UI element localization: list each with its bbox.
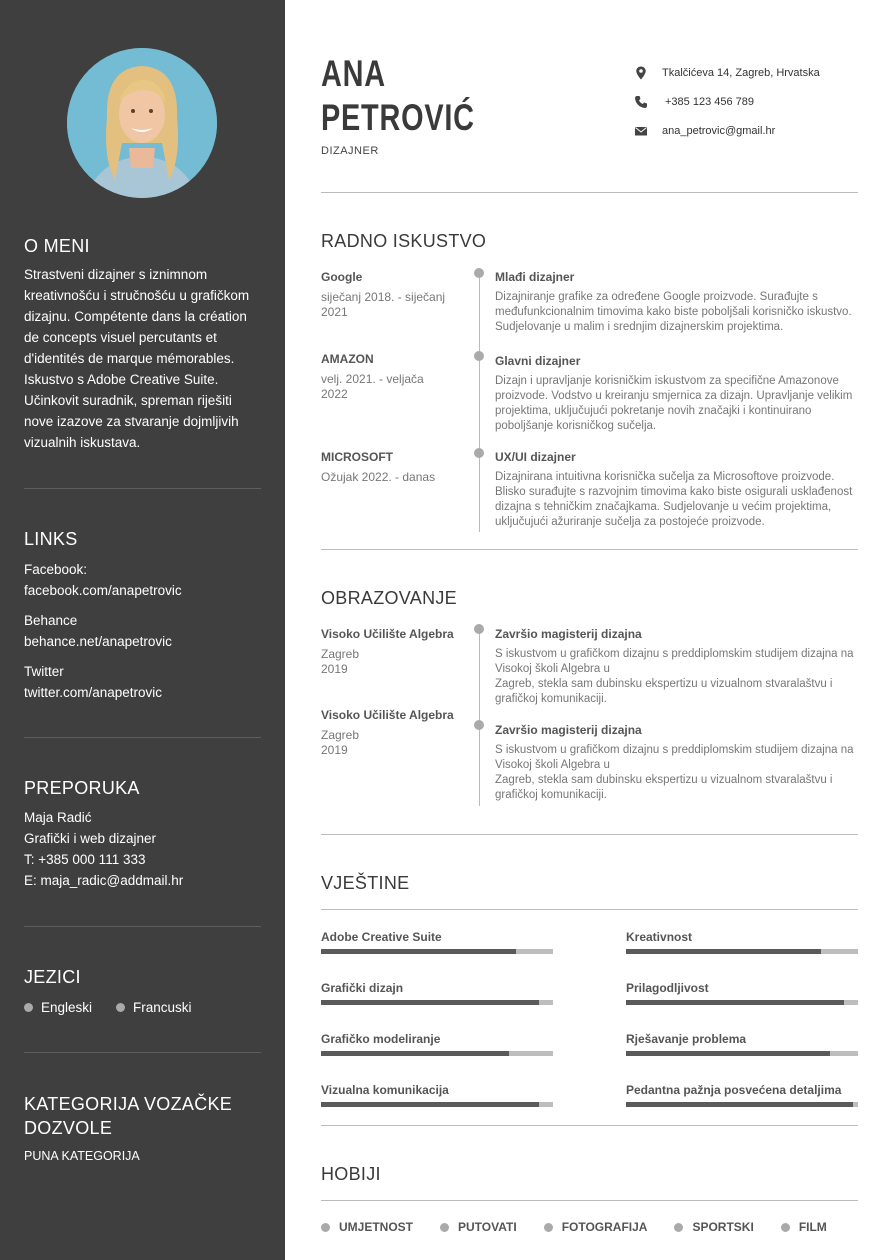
hobby-item bbox=[544, 1220, 648, 1234]
link-url[interactable]: facebook.com/anapetrovic bbox=[24, 583, 182, 598]
job-description: Dizajniranje grafike za određene Google proizvode. Surađujte s međufunkcionalnim timovima kako biste poboljšali korisničko iskustvo. Sudjelovanje u malim i srednjim dizajnerskim projektima. bbox=[495, 291, 852, 333]
profile-photo bbox=[67, 48, 217, 198]
divider bbox=[24, 926, 261, 927]
school-year: 2019 bbox=[321, 662, 348, 676]
experience-company bbox=[321, 450, 461, 485]
hobby-item bbox=[781, 1220, 827, 1234]
skill-bar bbox=[626, 1000, 858, 1005]
skill-item bbox=[626, 930, 858, 954]
company-name: Google bbox=[321, 270, 363, 284]
company-date: siječanj 2018. - siječanj bbox=[321, 290, 446, 304]
timeline-dot bbox=[474, 268, 484, 278]
timeline-dot bbox=[474, 720, 484, 730]
experience-job bbox=[495, 270, 855, 335]
bullet-icon bbox=[544, 1223, 553, 1232]
hobby-item bbox=[321, 1220, 413, 1234]
bullet-icon bbox=[781, 1223, 790, 1232]
phone-icon bbox=[634, 95, 648, 109]
skill-bar bbox=[626, 949, 858, 954]
divider bbox=[24, 488, 261, 489]
hobby-label: UMJETNOST bbox=[339, 1220, 414, 1234]
skill-bar bbox=[321, 949, 553, 954]
link-url[interactable]: behance.net/anapetrovic bbox=[24, 634, 172, 649]
job-description: Dizajn i upravljanje korisničkim iskustvom za specifične Amazonove proizvode. Vodstvo u kreiranju smjernica za dizajn. Upravljanje velikim projektima, uključujući pokretanje novih značajki i kontinuirano poboljšanje korisničkog sučelja. bbox=[495, 375, 853, 432]
bullet-icon bbox=[440, 1223, 449, 1232]
skill-item bbox=[321, 930, 553, 954]
bullet-icon bbox=[321, 1223, 330, 1232]
experience-title: RADNO ISKUSTVO bbox=[321, 231, 487, 251]
education-degree bbox=[495, 723, 855, 803]
school-city: Zagreb bbox=[321, 647, 360, 661]
hobby-label: FOTOGRAFIJA bbox=[561, 1220, 648, 1234]
skill-name: Grafičko modeliranje bbox=[321, 1032, 441, 1046]
license-value: PUNA KATEGORIJA bbox=[24, 1149, 140, 1163]
contact-phone bbox=[634, 95, 754, 109]
link-behance[interactable] bbox=[24, 610, 261, 652]
language-item: Francuski bbox=[133, 1000, 192, 1015]
skill-level-fill bbox=[626, 1102, 853, 1107]
timeline-dot bbox=[474, 624, 484, 634]
skill-bar bbox=[321, 1051, 553, 1056]
skill-level-fill bbox=[626, 949, 821, 954]
school-name: Visoko Učilište Algebra bbox=[321, 708, 454, 722]
divider bbox=[321, 1125, 858, 1126]
bullet-icon bbox=[116, 1003, 125, 1012]
about-title: O MENI bbox=[24, 236, 90, 256]
timeline-dot bbox=[474, 351, 484, 361]
hobby-item bbox=[440, 1220, 517, 1234]
school-year: 2019 bbox=[321, 743, 348, 757]
language-item: Engleski bbox=[41, 1000, 93, 1015]
hobby-label: SPORTSKI bbox=[692, 1220, 754, 1234]
skill-item bbox=[321, 1083, 553, 1107]
divider bbox=[321, 909, 858, 910]
skill-item bbox=[626, 981, 858, 1005]
full-name bbox=[321, 52, 475, 140]
languages-title: JEZICI bbox=[24, 967, 81, 987]
degree-description: S iskustvom u grafičkom dizajnu s preddiplomskim studijem dizajna na Visokoj školi Algebra u bbox=[495, 744, 854, 771]
link-label: Twitter bbox=[24, 664, 64, 679]
skill-name: Grafički dizajn bbox=[321, 981, 404, 995]
address-text: Tkalčićeva 14, Zagreb, Hrvatska bbox=[662, 67, 820, 79]
job-title: Mlađi dizajner bbox=[495, 270, 575, 284]
link-label: Behance bbox=[24, 613, 78, 628]
degree-title: Završio magisterij dizajna bbox=[495, 723, 642, 737]
sidebar bbox=[0, 0, 285, 1260]
experience-company bbox=[321, 352, 461, 402]
degree-description: Zagreb, stekla sam dubinsku ekspertizu u vizualnom stvaralaštvu i grafičkoj komunikaciji. bbox=[495, 678, 833, 705]
skill-item bbox=[321, 981, 553, 1005]
about-text: Strastveni dizajner s iznimnom kreativnošću i stručnošću u grafičkom dizajnu. Compétente dans la création de concepts visuel percutants et d'identités de marque mémorables. Iskustvo s Adobe Creative Suite. Učinkovit suradnik, spreman riješiti nove izazove za stvaranje dojmljivih vizualnih iskustava. bbox=[24, 267, 250, 450]
reference-email: E: maja_radic@addmail.hr bbox=[24, 873, 184, 888]
education-school bbox=[321, 708, 461, 758]
license-title-line: KATEGORIJA VOZAČKE bbox=[24, 1094, 233, 1114]
company-name: MICROSOFT bbox=[321, 450, 393, 464]
education-title: OBRAZOVANJE bbox=[321, 588, 457, 608]
skill-level-fill bbox=[321, 949, 516, 954]
links-title: LINKS bbox=[24, 529, 78, 549]
reference-section bbox=[24, 778, 261, 891]
degree-description: Zagreb, stekla sam dubinsku ekspertizu u vizualnom stvaralaštvu i grafičkoj komunikaciji. bbox=[495, 774, 833, 801]
education-degree bbox=[495, 627, 855, 707]
skill-level-fill bbox=[321, 1000, 539, 1005]
job-description: Dizajnirana intuitivna korisnička sučelja za Microsoftove proizvode. Blisko surađujte s razvojnim timovima kako biste osigurali usklađenost dizajna s tehničkim značajkama. Sudjelovanje u većim projektima, uključujući ažuriranje sučelja za postojeće proizvode. bbox=[495, 471, 853, 528]
company-name: AMAZON bbox=[321, 352, 374, 366]
skill-level-fill bbox=[321, 1102, 539, 1107]
last-name: PETROVIĆ bbox=[321, 97, 475, 138]
experience-job bbox=[495, 450, 855, 530]
school-name: Visoko Učilište Algebra bbox=[321, 627, 454, 641]
skills-title: VJEŠTINE bbox=[321, 873, 410, 893]
skill-bar bbox=[321, 1102, 553, 1107]
skill-name: Pedantna pažnja posvećena detaljima bbox=[626, 1083, 842, 1097]
hobby-label: FILM bbox=[798, 1220, 827, 1234]
phone-text: +385 123 456 789 bbox=[665, 96, 755, 108]
education-school bbox=[321, 627, 461, 677]
about-section bbox=[24, 236, 261, 453]
skill-level-fill bbox=[626, 1000, 844, 1005]
skill-name: Kreativnost bbox=[626, 930, 693, 944]
degree-description: S iskustvom u grafičkom dizajnu s preddiplomskim studijem dizajna na Visokoj školi Algebra u bbox=[495, 648, 854, 675]
experience-company bbox=[321, 270, 461, 320]
reference-name: Maja Radić bbox=[24, 810, 92, 825]
skill-item bbox=[626, 1083, 858, 1107]
skill-bar bbox=[626, 1102, 858, 1107]
skill-level-fill bbox=[321, 1051, 509, 1056]
skill-name: Prilagodljivost bbox=[626, 981, 709, 995]
reference-position: Grafički i web dizajner bbox=[24, 831, 157, 846]
hobbies-list bbox=[321, 1220, 854, 1234]
job-title: Glavni dizajner bbox=[495, 354, 581, 368]
license-section bbox=[24, 1092, 261, 1163]
job-role: DIZAJNER bbox=[321, 145, 379, 157]
company-date: 2021 bbox=[321, 305, 348, 319]
link-label: Facebook: bbox=[24, 562, 88, 577]
portrait-image bbox=[67, 48, 217, 198]
link-facebook[interactable] bbox=[24, 559, 261, 601]
divider bbox=[24, 1052, 261, 1053]
bullet-icon bbox=[24, 1003, 33, 1012]
company-date: 2022 bbox=[321, 387, 348, 401]
email-text[interactable]: ana_petrovic@gmail.hr bbox=[662, 125, 776, 137]
contact-address bbox=[634, 66, 820, 80]
skill-item bbox=[321, 1032, 553, 1056]
timeline-dot bbox=[474, 448, 484, 458]
job-title: UX/UI dizajner bbox=[495, 450, 576, 464]
skill-name: Adobe Creative Suite bbox=[321, 930, 442, 944]
first-name: ANA bbox=[321, 53, 386, 94]
skill-name: Vizualna komunikacija bbox=[321, 1083, 449, 1097]
school-city: Zagreb bbox=[321, 728, 360, 742]
experience-job bbox=[495, 354, 855, 434]
divider bbox=[321, 549, 858, 550]
degree-title: Završio magisterij dizajna bbox=[495, 627, 642, 641]
bullet-icon bbox=[674, 1223, 683, 1232]
skill-bar bbox=[626, 1051, 858, 1056]
languages-section bbox=[24, 967, 261, 1015]
education-timeline bbox=[479, 628, 480, 806]
link-twitter[interactable] bbox=[24, 661, 261, 703]
license-title-line: DOZVOLE bbox=[24, 1118, 113, 1138]
reference-title: PREPORUKA bbox=[24, 778, 140, 798]
divider bbox=[321, 834, 858, 835]
divider bbox=[24, 737, 261, 738]
reference-phone: T: +385 000 111 333 bbox=[24, 852, 146, 867]
skill-name: Rješavanje problema bbox=[626, 1032, 747, 1046]
contact-email bbox=[634, 124, 775, 138]
hobbies-title: HOBIJI bbox=[321, 1164, 381, 1184]
skill-item bbox=[626, 1032, 858, 1056]
hobby-label: PUTOVATI bbox=[458, 1220, 517, 1234]
company-date: Ožujak 2022. - danas bbox=[321, 470, 436, 484]
location-pin-icon bbox=[634, 66, 648, 80]
divider bbox=[321, 1200, 858, 1201]
company-date: velj. 2021. - veljača bbox=[321, 372, 424, 386]
hobby-item bbox=[674, 1220, 753, 1234]
experience-timeline bbox=[479, 272, 480, 532]
license-title bbox=[24, 1092, 261, 1140]
envelope-icon bbox=[634, 124, 648, 138]
divider bbox=[321, 192, 858, 193]
skill-bar bbox=[321, 1000, 553, 1005]
links-section bbox=[24, 529, 261, 712]
link-url[interactable]: twitter.com/anapetrovic bbox=[24, 685, 163, 700]
skill-level-fill bbox=[626, 1051, 830, 1056]
